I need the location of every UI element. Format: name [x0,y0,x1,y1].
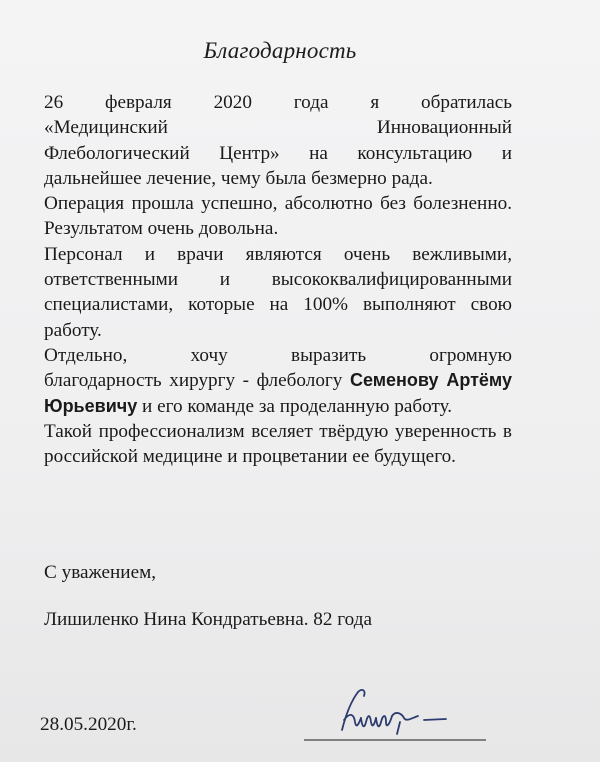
author-name: Лишиленко Нина Кондратьевна. 82 года [44,609,372,630]
handwritten-signature [300,676,490,746]
paragraph-operation: Операция прошла успешно, абсолютно без болезненно. Результатом очень довольна. [44,193,512,240]
paragraph-staff: Персонал и врачи являются очень вежливыми, ответственными и высококвалифицированными специалистами, которые на 100% выполняют свою работу. [44,243,512,341]
paragraph-gratitude [44,343,512,419]
paragraph-gratitude-post: и его команде за проделанную работу. [137,395,453,417]
paragraph-professionalism: Такой профессионализм вселяет твёрдую уверенность в российской медицине и процветании ее будущего. [44,420,512,468]
paragraph-appointment-rest: Флебологический Центр» на консультацию и дальнейшее лечение, чему была безмерно рада. [44,142,512,189]
paragraph-appointment-line-2: «Медицинский Инновационный [44,117,512,139]
paragraph-gratitude-pre: благодарность хирургу - флебологу [44,370,350,392]
letter-body [44,90,512,469]
paragraph-appointment-line-1: 26 февраля 2020 года я обратилась [44,92,512,113]
closing-phrase: С уважением, [44,562,157,583]
letter-date: 28.05.2020г. [40,714,137,735]
letter-title: Благодарность [203,38,357,63]
surgeon-name: Семенову Артёму Юрьевичу [44,370,512,416]
paragraph-appointment [44,90,512,191]
paragraph-gratitude-line-1: Отдельно, хочу выразить огромную [44,344,512,366]
